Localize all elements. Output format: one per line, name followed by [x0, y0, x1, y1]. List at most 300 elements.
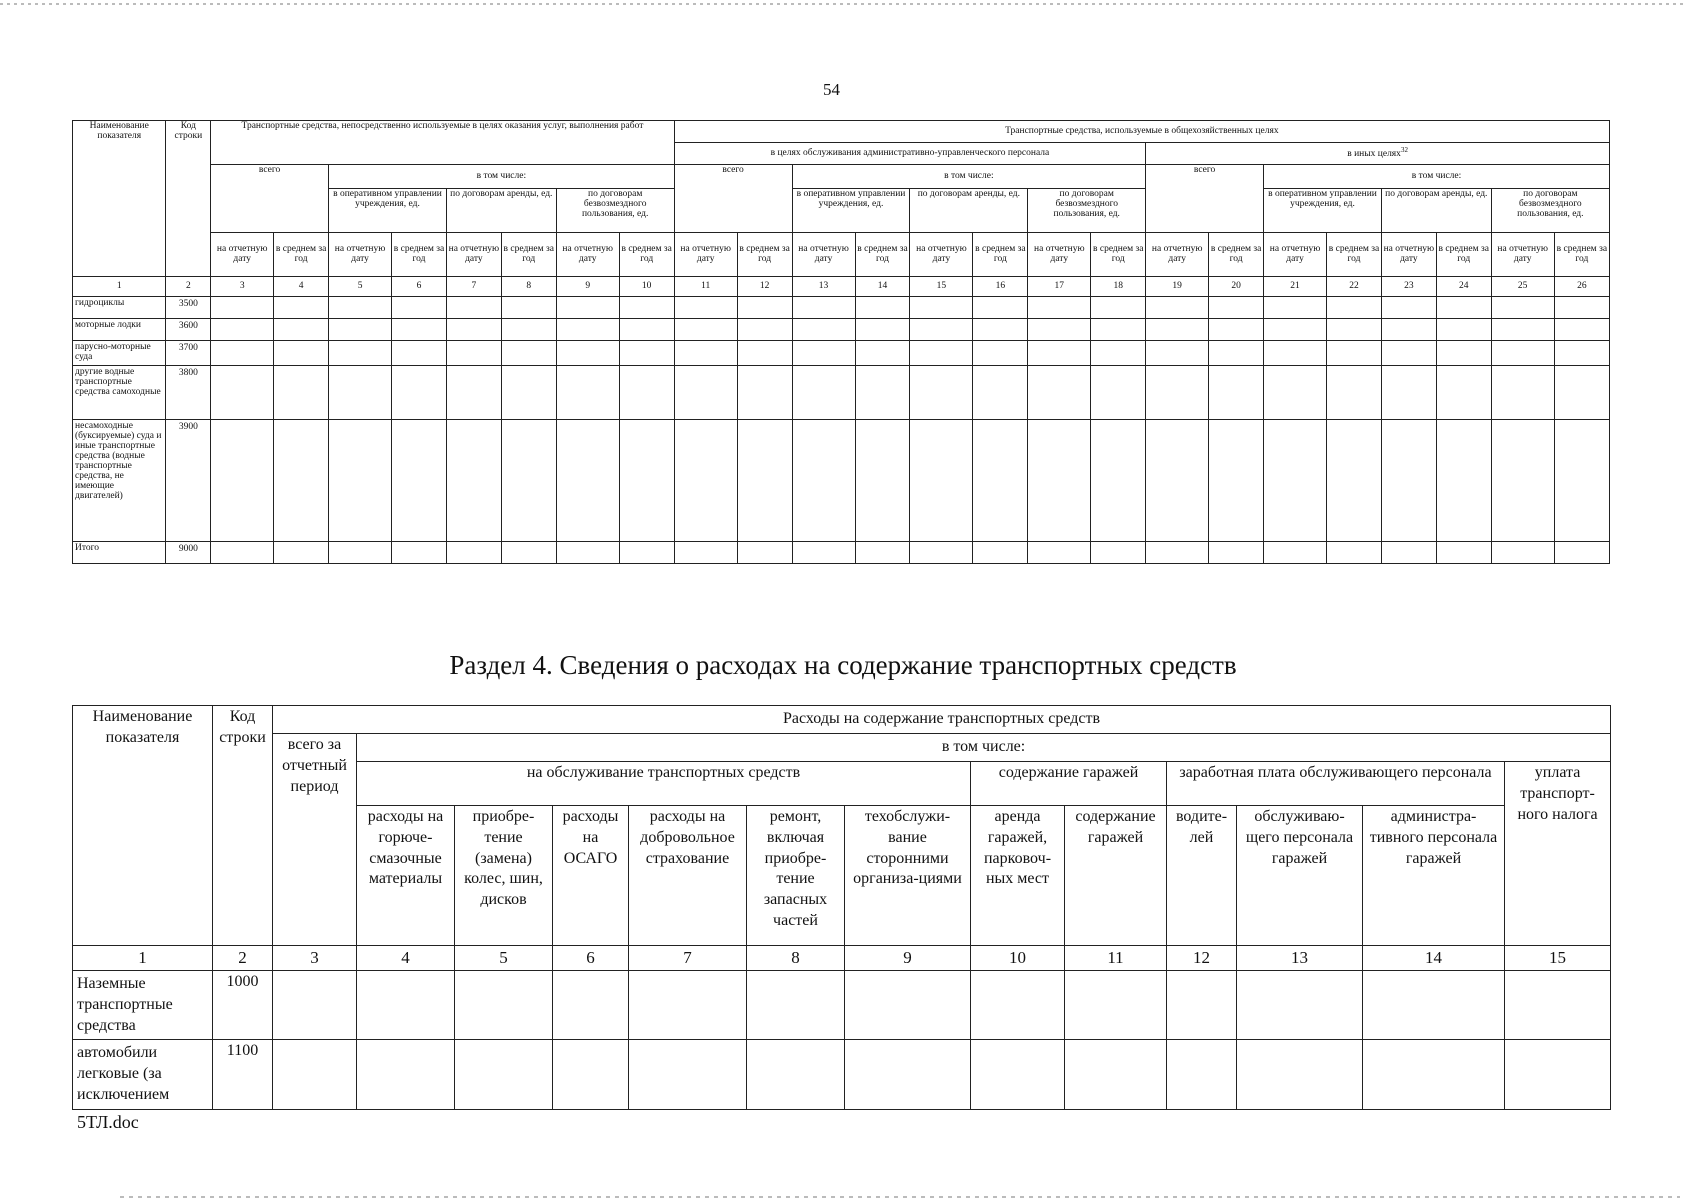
data-cell[interactable]: [747, 971, 845, 1040]
data-cell[interactable]: [1327, 319, 1382, 341]
data-cell[interactable]: [357, 971, 455, 1040]
data-cell[interactable]: [1091, 341, 1146, 366]
data-cell[interactable]: [1028, 541, 1091, 563]
data-cell[interactable]: [1381, 297, 1436, 319]
data-cell[interactable]: [501, 341, 556, 366]
data-cell[interactable]: [274, 419, 329, 541]
data-cell[interactable]: [792, 541, 855, 563]
column-number: 6: [392, 277, 447, 297]
data-cell[interactable]: [329, 297, 392, 319]
column-number: 4: [274, 277, 329, 297]
column-number: 26: [1554, 277, 1609, 297]
data-cell[interactable]: [1327, 365, 1382, 419]
data-cell[interactable]: [1209, 365, 1264, 419]
data-cell[interactable]: [501, 319, 556, 341]
header-on-date: на отчетную дату: [556, 233, 619, 277]
data-cell[interactable]: [1554, 297, 1609, 319]
header-admin-staff: в целях обслуживания административно-управленческого персонала: [674, 143, 1146, 165]
header-expenses: Расходы на содержание транспортных средств: [273, 706, 1611, 734]
column-number: 5: [455, 946, 553, 971]
data-cell[interactable]: [619, 541, 674, 563]
row-code: 3600: [166, 319, 211, 341]
data-cell[interactable]: [792, 419, 855, 541]
column-number: 22: [1327, 277, 1382, 297]
column-number: 14: [855, 277, 910, 297]
header-code: Код строки: [213, 706, 273, 946]
data-cell[interactable]: [211, 319, 274, 341]
data-cell[interactable]: [973, 419, 1028, 541]
data-cell[interactable]: [211, 365, 274, 419]
data-cell[interactable]: [392, 319, 447, 341]
data-cell[interactable]: [501, 419, 556, 541]
header-free-use: по договорам безвозмездного пользования, ед.: [556, 189, 674, 233]
data-cell[interactable]: [1554, 341, 1609, 366]
data-cell[interactable]: [674, 297, 737, 319]
data-cell[interactable]: [971, 971, 1065, 1040]
data-cell[interactable]: [737, 297, 792, 319]
data-cell[interactable]: [910, 297, 973, 319]
data-cell[interactable]: [855, 341, 910, 366]
data-cell[interactable]: [674, 365, 737, 419]
header-free-use: по договорам безвозмездного пользования, ед.: [1491, 189, 1609, 233]
row-code: 1100: [213, 1040, 273, 1109]
data-cell[interactable]: [1091, 297, 1146, 319]
data-cell[interactable]: [274, 319, 329, 341]
data-cell[interactable]: [619, 341, 674, 366]
header-on-date: на отчетную дату: [329, 233, 392, 277]
data-cell[interactable]: [274, 297, 329, 319]
data-cell[interactable]: [1505, 971, 1611, 1040]
data-cell[interactable]: [1028, 341, 1091, 366]
header-including: в том числе:: [329, 165, 675, 189]
column-number: 11: [1065, 946, 1167, 971]
scan-edge-top: [0, 3, 1686, 5]
data-cell[interactable]: [329, 419, 392, 541]
data-cell[interactable]: [556, 341, 619, 366]
data-cell[interactable]: [1264, 319, 1327, 341]
data-cell[interactable]: [619, 297, 674, 319]
column-number: 20: [1209, 277, 1264, 297]
header-including: в том числе:: [1264, 165, 1610, 189]
row-name: несамоходные (буксируемые) суда и иные транспортные средства (водные транспортные средства, не имеющие двигателей): [73, 419, 166, 541]
header-on-date: на отчетную дату: [674, 233, 737, 277]
table-row: [73, 341, 1610, 366]
data-cell[interactable]: [910, 541, 973, 563]
row-name: Итого: [73, 541, 166, 563]
data-cell[interactable]: [1146, 319, 1209, 341]
header-admin-garage-staff: администра-тивного персонала гаражей: [1363, 806, 1505, 946]
header-repair: ремонт, включая приобре-тение запасных частей: [747, 806, 845, 946]
page-number: 54: [823, 80, 840, 99]
data-cell[interactable]: [446, 319, 501, 341]
data-cell[interactable]: [1436, 419, 1491, 541]
data-cell[interactable]: [1146, 341, 1209, 366]
data-cell[interactable]: [446, 365, 501, 419]
data-cell[interactable]: [1554, 541, 1609, 563]
data-cell[interactable]: [737, 341, 792, 366]
data-cell[interactable]: [1237, 1040, 1363, 1109]
table-row: [73, 541, 1610, 563]
column-number: 17: [1028, 277, 1091, 297]
column-number: 16: [973, 277, 1028, 297]
header-garage-staff: обслуживаю-щего персонала гаражей: [1237, 806, 1363, 946]
header-on-date: на отчетную дату: [1491, 233, 1554, 277]
header-avg-year: в среднем за год: [1436, 233, 1491, 277]
header-on-date: на отчетную дату: [1381, 233, 1436, 277]
data-cell[interactable]: [973, 297, 1028, 319]
data-cell[interactable]: [329, 341, 392, 366]
header-avg-year: в среднем за год: [274, 233, 329, 277]
data-cell[interactable]: [737, 319, 792, 341]
data-cell[interactable]: [1491, 365, 1554, 419]
data-cell[interactable]: [274, 541, 329, 563]
data-cell[interactable]: [1436, 541, 1491, 563]
data-cell[interactable]: [1028, 365, 1091, 419]
data-cell[interactable]: [1363, 971, 1505, 1040]
column-number: 2: [213, 946, 273, 971]
data-cell[interactable]: [446, 297, 501, 319]
data-cell[interactable]: [392, 541, 447, 563]
data-cell[interactable]: [1091, 541, 1146, 563]
data-cell[interactable]: [1381, 541, 1436, 563]
data-cell[interactable]: [674, 319, 737, 341]
data-cell[interactable]: [446, 341, 501, 366]
data-cell[interactable]: [910, 419, 973, 541]
column-number: 24: [1436, 277, 1491, 297]
data-cell[interactable]: [1209, 419, 1264, 541]
data-cell[interactable]: [910, 319, 973, 341]
data-cell[interactable]: [1091, 419, 1146, 541]
header-name: Наименование показателя: [73, 706, 213, 946]
data-cell[interactable]: [273, 1040, 357, 1109]
column-number: 2: [166, 277, 211, 297]
section-title: Раздел 4. Сведения о расходах на содержание транспортных средств: [449, 650, 1237, 680]
data-cell[interactable]: [855, 297, 910, 319]
data-cell[interactable]: [1065, 1040, 1167, 1109]
data-cell[interactable]: [501, 541, 556, 563]
data-cell[interactable]: [1091, 365, 1146, 419]
data-cell[interactable]: [273, 971, 357, 1040]
column-number: 1: [73, 946, 213, 971]
data-cell[interactable]: [1264, 297, 1327, 319]
header-general-use: Транспортные средства, используемые в общехозяйственных целях: [674, 121, 1609, 143]
data-cell[interactable]: [1491, 419, 1554, 541]
data-cell[interactable]: [792, 365, 855, 419]
data-cell[interactable]: [1327, 297, 1382, 319]
data-cell[interactable]: [619, 365, 674, 419]
data-cell[interactable]: [1381, 319, 1436, 341]
data-cell[interactable]: [973, 365, 1028, 419]
data-cell[interactable]: [1146, 297, 1209, 319]
data-cell[interactable]: [1327, 419, 1382, 541]
data-cell[interactable]: [855, 319, 910, 341]
data-cell[interactable]: [855, 541, 910, 563]
data-cell[interactable]: [1491, 341, 1554, 366]
header-including: в том числе:: [357, 734, 1611, 762]
header-including: в том числе:: [792, 165, 1146, 189]
data-cell[interactable]: [211, 341, 274, 366]
header-on-date: на отчетную дату: [446, 233, 501, 277]
data-cell[interactable]: [855, 419, 910, 541]
header-maintenance: техобслужи-вание сторонними организа-циями: [845, 806, 971, 946]
header-avg-year: в среднем за год: [392, 233, 447, 277]
data-cell[interactable]: [455, 971, 553, 1040]
data-cell[interactable]: [1554, 365, 1609, 419]
header-salary: заработная плата обслуживающего персонала: [1167, 762, 1505, 806]
column-number: 23: [1381, 277, 1436, 297]
column-number: 5: [329, 277, 392, 297]
data-cell[interactable]: [1327, 541, 1382, 563]
header-total: всего: [674, 165, 792, 233]
data-cell[interactable]: [1091, 319, 1146, 341]
data-cell[interactable]: [1167, 1040, 1237, 1109]
header-total-period: всего за отчетный период: [273, 734, 357, 946]
table-row: [73, 419, 1610, 541]
data-cell[interactable]: [1209, 541, 1264, 563]
data-cell[interactable]: [274, 365, 329, 419]
data-cell[interactable]: [1146, 541, 1209, 563]
column-number: 12: [1167, 946, 1237, 971]
header-drivers: водите-лей: [1167, 806, 1237, 946]
footer-filename: 5ТЛ.doc: [77, 1112, 139, 1132]
table-row: [73, 971, 1611, 1040]
header-garage-rent: аренда гаражей, парковоч-ных мест: [971, 806, 1065, 946]
header-free-use: по договорам безвозмездного пользования, ед.: [1028, 189, 1146, 233]
data-cell[interactable]: [556, 297, 619, 319]
data-cell[interactable]: [1028, 319, 1091, 341]
data-cell[interactable]: [392, 419, 447, 541]
data-cell[interactable]: [737, 365, 792, 419]
data-cell[interactable]: [910, 365, 973, 419]
data-cell[interactable]: [747, 1040, 845, 1109]
header-fuel: расходы на горюче-смазочные материалы: [357, 806, 455, 946]
data-cell[interactable]: [274, 341, 329, 366]
column-number: 18: [1091, 277, 1146, 297]
data-cell[interactable]: [1209, 319, 1264, 341]
row-code: 3700: [166, 341, 211, 366]
data-cell[interactable]: [855, 365, 910, 419]
column-number: 15: [1505, 946, 1611, 971]
row-code: 3800: [166, 365, 211, 419]
column-number: 25: [1491, 277, 1554, 297]
column-number: 9: [556, 277, 619, 297]
column-number: 1: [73, 277, 166, 297]
data-cell[interactable]: [329, 365, 392, 419]
data-cell[interactable]: [556, 365, 619, 419]
header-on-date: на отчетную дату: [211, 233, 274, 277]
data-cell[interactable]: [211, 419, 274, 541]
vehicles-table-section-3: [72, 120, 1610, 564]
header-operational: в оперативном управлении учреждения, ед.: [792, 189, 910, 233]
data-cell[interactable]: [1237, 971, 1363, 1040]
data-cell[interactable]: [1264, 365, 1327, 419]
data-cell[interactable]: [1505, 1040, 1611, 1109]
header-avg-year: в среднем за год: [501, 233, 556, 277]
data-cell[interactable]: [1028, 419, 1091, 541]
table-row: [73, 365, 1610, 419]
data-cell[interactable]: [446, 541, 501, 563]
column-number: 14: [1363, 946, 1505, 971]
data-cell[interactable]: [619, 419, 674, 541]
data-cell[interactable]: [329, 541, 392, 563]
header-garage-upkeep: содержание гаражей: [1065, 806, 1167, 946]
data-cell[interactable]: [1436, 297, 1491, 319]
expenses-table-section-4: [72, 705, 1611, 1110]
header-avg-year: в среднем за год: [973, 233, 1028, 277]
row-code: 3500: [166, 297, 211, 319]
data-cell[interactable]: [792, 297, 855, 319]
data-cell[interactable]: [556, 319, 619, 341]
data-cell[interactable]: [501, 297, 556, 319]
data-cell[interactable]: [1381, 365, 1436, 419]
column-number: 12: [737, 277, 792, 297]
data-cell[interactable]: [553, 971, 629, 1040]
column-number: 13: [792, 277, 855, 297]
row-name: моторные лодки: [73, 319, 166, 341]
data-cell[interactable]: [629, 1040, 747, 1109]
data-cell[interactable]: [1209, 341, 1264, 366]
column-number: 7: [446, 277, 501, 297]
data-cell[interactable]: [1436, 319, 1491, 341]
column-number: 3: [273, 946, 357, 971]
column-number: 7: [629, 946, 747, 971]
header-avg-year: в среднем за год: [1327, 233, 1382, 277]
data-cell[interactable]: [553, 1040, 629, 1109]
column-number: 19: [1146, 277, 1209, 297]
row-code: 3900: [166, 419, 211, 541]
header-avg-year: в среднем за год: [1091, 233, 1146, 277]
column-number: 21: [1264, 277, 1327, 297]
header-operational: в оперативном управлении учреждения, ед.: [1264, 189, 1382, 233]
data-cell[interactable]: [392, 365, 447, 419]
data-cell[interactable]: [971, 1040, 1065, 1109]
column-number: 3: [211, 277, 274, 297]
header-tires: приобре-тение (замена) колес, шин, дисков: [455, 806, 553, 946]
data-cell[interactable]: [1065, 971, 1167, 1040]
data-cell[interactable]: [1491, 319, 1554, 341]
data-cell[interactable]: [211, 541, 274, 563]
header-code: Код строки: [166, 121, 211, 277]
data-cell[interactable]: [556, 419, 619, 541]
header-osago: расходы на ОСАГО: [553, 806, 629, 946]
data-cell[interactable]: [392, 341, 447, 366]
table-row: [73, 1040, 1611, 1109]
data-cell[interactable]: [1209, 297, 1264, 319]
data-cell[interactable]: [973, 341, 1028, 366]
data-cell[interactable]: [1264, 341, 1327, 366]
data-cell[interactable]: [674, 541, 737, 563]
row-name: парусно-моторные суда: [73, 341, 166, 366]
table-row: [73, 319, 1610, 341]
table-row: [73, 297, 1610, 319]
data-cell[interactable]: [1028, 297, 1091, 319]
column-number: 6: [553, 946, 629, 971]
data-cell[interactable]: [1491, 297, 1554, 319]
row-name: гидроциклы: [73, 297, 166, 319]
data-cell[interactable]: [1146, 365, 1209, 419]
data-cell[interactable]: [973, 541, 1028, 563]
data-cell[interactable]: [1381, 419, 1436, 541]
header-rent: по договорам аренды, ед.: [446, 189, 556, 233]
data-cell[interactable]: [1167, 971, 1237, 1040]
data-cell[interactable]: [1363, 1040, 1505, 1109]
data-cell[interactable]: [973, 319, 1028, 341]
data-cell[interactable]: [1554, 319, 1609, 341]
header-direct-use: Транспортные средства, непосредственно используемые в целях оказания услуг, выполнения работ: [211, 121, 674, 165]
column-number: 13: [1237, 946, 1363, 971]
data-cell[interactable]: [1436, 341, 1491, 366]
data-cell[interactable]: [737, 541, 792, 563]
scan-edge-bottom: [120, 1196, 1680, 1198]
data-cell[interactable]: [674, 419, 737, 541]
header-voluntary-insurance: расходы на добровольное страхование: [629, 806, 747, 946]
data-cell[interactable]: [1264, 419, 1327, 541]
data-cell[interactable]: [211, 297, 274, 319]
data-cell[interactable]: [556, 541, 619, 563]
data-cell[interactable]: [1146, 419, 1209, 541]
data-cell[interactable]: [501, 365, 556, 419]
data-cell[interactable]: [392, 297, 447, 319]
header-rent: по договорам аренды, ед.: [1381, 189, 1491, 233]
row-code: 9000: [166, 541, 211, 563]
header-avg-year: в среднем за год: [1209, 233, 1264, 277]
header-operational: в оперативном управлении учреждения, ед.: [329, 189, 447, 233]
data-cell[interactable]: [910, 341, 973, 366]
data-cell[interactable]: [845, 971, 971, 1040]
data-cell[interactable]: [1436, 365, 1491, 419]
data-cell[interactable]: [792, 341, 855, 366]
header-service: на обслуживание транспортных средств: [357, 762, 971, 806]
data-cell[interactable]: [357, 1040, 455, 1109]
header-garages: содержание гаражей: [971, 762, 1167, 806]
data-cell[interactable]: [455, 1040, 553, 1109]
data-cell[interactable]: [629, 971, 747, 1040]
header-on-date: на отчетную дату: [1028, 233, 1091, 277]
column-number: 10: [971, 946, 1065, 971]
header-avg-year: в среднем за год: [855, 233, 910, 277]
row-name: другие водные транспортные средства самоходные: [73, 365, 166, 419]
row-name: автомобили легковые (за исключением: [73, 1040, 213, 1109]
header-on-date: на отчетную дату: [1146, 233, 1209, 277]
data-cell[interactable]: [1554, 419, 1609, 541]
header-on-date: на отчетную дату: [792, 233, 855, 277]
data-cell[interactable]: [674, 341, 737, 366]
data-cell[interactable]: [446, 419, 501, 541]
data-cell[interactable]: [1381, 341, 1436, 366]
header-other-purposes: в иных целях$^{32}$: [1146, 143, 1610, 165]
header-avg-year: в среднем за год: [1554, 233, 1609, 277]
data-cell[interactable]: [792, 319, 855, 341]
row-name: Наземные транспортные средства: [73, 971, 213, 1040]
header-rent: по договорам аренды, ед.: [910, 189, 1028, 233]
data-cell[interactable]: [1491, 541, 1554, 563]
header-avg-year: в среднем за год: [737, 233, 792, 277]
data-cell[interactable]: [329, 319, 392, 341]
header-on-date: на отчетную дату: [910, 233, 973, 277]
column-number: 8: [501, 277, 556, 297]
data-cell[interactable]: [845, 1040, 971, 1109]
column-number: 10: [619, 277, 674, 297]
data-cell[interactable]: [619, 319, 674, 341]
row-code: 1000: [213, 971, 273, 1040]
data-cell[interactable]: [1327, 341, 1382, 366]
column-number: 4: [357, 946, 455, 971]
header-on-date: на отчетную дату: [1264, 233, 1327, 277]
data-cell[interactable]: [1264, 541, 1327, 563]
header-total: всего: [211, 165, 329, 233]
column-number: 15: [910, 277, 973, 297]
data-cell[interactable]: [737, 419, 792, 541]
